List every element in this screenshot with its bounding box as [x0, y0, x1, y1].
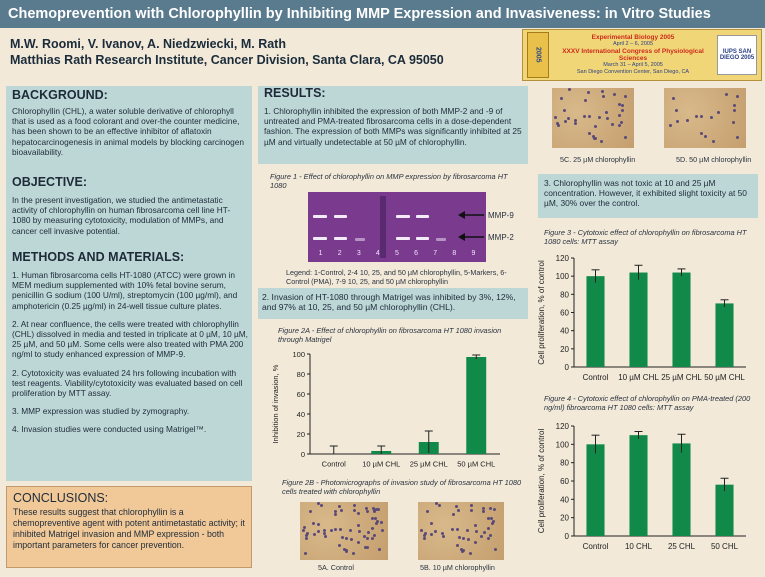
method-item: 2. At near confluence, the cells were treated with chlorophyllin (CHL) dissolved in media and tested in triplicate at 0 µM, 10 µM, 25 µM, and 50 µM. Some cells were also treated with PMA 200 ng/ml to study enhanced expression of MMP-9.	[12, 318, 248, 360]
iups-logo: IUPS SAN DIEGO 2005	[717, 35, 757, 75]
cell-dot	[364, 546, 367, 549]
photo-5d-label: 5D. 50 µM chlorophyllin	[676, 155, 752, 164]
cell-dot	[357, 541, 360, 544]
cell-dot	[618, 114, 621, 117]
cell-dot	[733, 104, 736, 107]
title-banner	[0, 0, 765, 28]
cell-dot	[357, 524, 360, 527]
cell-dot	[323, 529, 326, 532]
cell-dot	[695, 115, 698, 118]
cell-dot	[423, 537, 426, 540]
cell-dot	[338, 544, 341, 547]
cell-dot	[366, 537, 369, 540]
y-tick-label: 120	[555, 422, 569, 431]
cell-dot	[554, 116, 557, 119]
gel-band	[313, 215, 327, 218]
gel-band	[313, 237, 327, 240]
lane-label: 5	[395, 250, 399, 257]
bar	[672, 443, 690, 536]
y-axis-label: Inhibition of invasion, %	[271, 364, 280, 444]
methods-section	[12, 250, 248, 435]
gel-band	[334, 237, 347, 240]
y-tick-label: 60	[560, 308, 569, 318]
cell-dot	[700, 115, 703, 118]
cell-dot	[376, 520, 379, 523]
y-tick-label: 0	[564, 363, 569, 372]
cell-dot	[710, 116, 713, 119]
figure-3-caption: Figure 3 - Cytotoxic effect of chlorophyllin on fibrosarcoma HT 1080 cells: MTT assay	[544, 228, 747, 246]
cell-dot	[598, 116, 601, 119]
cell-dot	[339, 528, 342, 531]
result-2-text: 2. Invasion of HT-1080 through Matrigel was inhibited by 3%, 12%, and 97% at 10, 25, and 50 µM chlorophyllin (CHL).	[262, 292, 516, 313]
bar	[466, 357, 486, 454]
cell-dot	[380, 521, 383, 524]
figure-3-chart	[534, 252, 754, 387]
bar	[586, 444, 604, 536]
cell-dot	[430, 533, 433, 536]
background-section	[12, 88, 248, 157]
cell-dot	[452, 513, 455, 516]
cell-dot	[584, 99, 587, 102]
photo-5d	[664, 88, 746, 148]
cell-dot	[349, 529, 352, 532]
lane-label: 8	[452, 250, 457, 257]
cell-dot	[341, 536, 344, 539]
y-tick-label: 40	[560, 495, 569, 505]
method-item: 3. MMP expression was studied by zymography.	[12, 406, 190, 417]
cell-dot	[587, 91, 590, 94]
cell-dot	[334, 513, 337, 516]
cell-dot	[350, 538, 353, 541]
cell-dot	[602, 95, 605, 98]
y-tick-label: 80	[560, 290, 569, 300]
gel-band	[396, 237, 410, 240]
cell-dot	[493, 508, 496, 511]
background-title: BACKGROUND:	[12, 88, 108, 102]
photo-5b-label: 5B. 10 µM chlorophyllin	[420, 563, 495, 572]
cell-dot	[442, 535, 445, 538]
cell-dot	[371, 517, 374, 520]
y-tick-label: 100	[555, 272, 569, 282]
gel-band	[436, 238, 446, 241]
figure-2a-chart	[266, 344, 506, 474]
cell-dot	[474, 541, 477, 544]
cell-dot	[324, 535, 327, 538]
cell-dot	[725, 93, 728, 96]
conference-logo	[522, 29, 762, 81]
cell-dot	[675, 109, 678, 112]
x-tick-label: 25 µM CHL	[409, 459, 448, 469]
cell-dot	[568, 88, 571, 91]
photo-5b	[418, 502, 504, 560]
background-text: Chlorophyllin (CHL), a water soluble derivative of chlorophyll that is used as a food colorant and over-the counter medicine, has been shown to be an effective inhibitor of aflatoxin hepatocarcinogenesis in animal models by blocking carcinogen bioavailability.	[12, 106, 244, 157]
cell-dot	[304, 552, 307, 555]
institute: Matthias Rath Research Institute, Cancer Division, Santa Clara, CA 95050	[10, 53, 444, 67]
cell-dot	[624, 95, 627, 98]
y-tick-label: 100	[555, 440, 569, 450]
methods-title: METHODS AND MATERIALS:	[12, 250, 185, 264]
cell-dot	[424, 532, 427, 535]
x-tick-label: 50 CHL	[710, 542, 739, 551]
y-tick-label: 0	[300, 450, 305, 459]
y-axis-label: Cell proliferation, % of control	[537, 428, 546, 534]
y-tick-label: 40	[296, 410, 305, 419]
cell-dot	[330, 529, 333, 532]
cell-dot	[733, 109, 736, 112]
logo-line-1: Experimental Biology 2005	[591, 34, 675, 41]
cell-dot	[420, 529, 423, 532]
cell-dot	[371, 537, 374, 540]
cell-dot	[470, 504, 473, 507]
cell-dot	[456, 544, 459, 547]
cell-dot	[430, 522, 433, 525]
authors: M.W. Roomi, V. Ivanov, A. Niedzwiecki, M. Rath	[10, 37, 286, 51]
gel-band	[396, 215, 410, 218]
cell-dot	[317, 530, 320, 533]
y-tick-label: 60	[296, 390, 305, 399]
cell-dot	[676, 120, 679, 123]
results-section	[264, 86, 526, 147]
gel-band	[416, 215, 429, 218]
bar	[629, 273, 647, 367]
cell-dot	[353, 509, 356, 512]
cell-dot	[588, 115, 591, 118]
cell-dot	[352, 552, 355, 555]
cell-dot	[306, 532, 309, 535]
logo-year: 2005	[527, 32, 549, 78]
lane-label: 6	[414, 250, 419, 257]
objective-title: OBJECTIVE:	[12, 175, 88, 189]
conclusions-title: CONCLUSIONS:	[13, 491, 109, 505]
cell-dot	[700, 132, 703, 135]
figure-1-legend: Legend: 1-Control, 2-4 10, 25, and 50 µM chlorophyllin, 5-Markers, 6-Control (PMA), 7-9 10, 25, and 50 µM chlorophyllin	[286, 268, 507, 286]
y-tick-label: 60	[560, 477, 569, 486]
y-tick-label: 0	[564, 532, 569, 541]
x-tick-label: Control	[321, 459, 346, 469]
objective-text: In the present investigation, we studied the antimetastatic activity of chlorophyllin on human fibrosarcoma cell line HT-1080 by measuring cytotoxicity, modulation of MMPs, and cancer cell invasive potential.	[12, 195, 231, 236]
cell-dot	[302, 529, 305, 532]
x-tick-label: 25 µM CHL	[661, 373, 702, 382]
cell-dot	[621, 109, 624, 112]
cell-dot	[457, 509, 460, 512]
cell-dot	[564, 120, 567, 123]
conclusions-box	[6, 486, 252, 568]
photo-5a-label: 5A. Control	[318, 563, 354, 572]
cell-dot	[487, 517, 490, 520]
cell-dot	[378, 548, 381, 551]
photo-5c-label: 5C. 25 µM chlorophyllin	[560, 155, 636, 164]
cell-dot	[618, 124, 621, 127]
results-title: RESULTS:	[264, 86, 326, 100]
cell-dot	[672, 97, 675, 100]
cell-dot	[613, 93, 616, 96]
cell-dot	[438, 504, 441, 507]
poster-title: Chemoprevention with Chlorophyllin by Inhibiting MMP Expression and Invasiveness: in Vitro Studies	[8, 6, 711, 22]
cell-dot	[373, 509, 376, 512]
cell-dot	[317, 523, 320, 526]
y-axis-label: Cell proliferation, % of control	[537, 260, 546, 365]
bar	[715, 485, 733, 536]
cell-dot	[366, 510, 369, 513]
bar	[715, 303, 733, 367]
cell-dot	[588, 132, 591, 135]
cell-dot	[605, 111, 608, 114]
cell-dot	[560, 97, 563, 100]
cell-dot	[606, 117, 609, 120]
photo-5a	[300, 502, 388, 560]
cell-dot	[371, 527, 374, 530]
cell-dot	[455, 505, 458, 508]
cell-dot	[334, 510, 337, 513]
method-item: 2. Cytotoxicity was evaluated 24 hrs following incubation with test reagents. Viability/cytotoxicity was evaluated based on cell proliferation by MTT assay.	[12, 367, 243, 399]
lane-label: 9	[471, 250, 476, 257]
cell-dot	[618, 103, 621, 106]
y-tick-label: 120	[555, 254, 569, 263]
cell-dot	[489, 507, 492, 510]
cell-dot	[593, 137, 596, 140]
method-item: 1. Human fibrosarcoma cells HT-1080 (ATCC) were grown in MEM medium supplemented with 10% fetal bovine serum, penicillin G sodium (100 U/ml), streptomycin (100 µg/ml), and amphotericin (0.25 µg/ml) in 24-well tissue culture plates.	[12, 270, 238, 311]
objective-section	[12, 175, 248, 236]
cell-dot	[717, 111, 720, 114]
cell-dot	[451, 528, 454, 531]
cell-dot	[621, 104, 624, 107]
logo-line-4: March 31 – April 5, 2005	[603, 62, 663, 68]
cell-dot	[474, 524, 477, 527]
lane-label: 1	[318, 250, 323, 257]
y-tick-label: 100	[292, 350, 305, 359]
lane-label: 4	[375, 250, 380, 257]
cell-dot	[320, 504, 323, 507]
figure-2b-caption: Figure 2B - Photomicrographs of invasion study of fibrosarcoma HT 1080 cells treated with chlorophyllin	[282, 478, 522, 496]
cell-dot	[482, 510, 485, 513]
figure-2a-caption: Figure 2A - Effect of chlorophyllin on fibrosarcoma HT 1080 invasion through Matrigel	[278, 326, 502, 344]
cell-dot	[345, 537, 348, 540]
cell-dot	[556, 122, 559, 125]
cell-dot	[611, 123, 614, 126]
cell-dot	[353, 504, 356, 507]
logo-line-2: April 2 – 6, 2005	[612, 41, 654, 47]
cell-dot	[492, 520, 495, 523]
cell-dot	[345, 550, 348, 553]
cell-dot	[736, 136, 739, 139]
x-tick-label: 25 CHL	[667, 542, 696, 551]
cell-dot	[426, 510, 429, 513]
cell-dot	[483, 531, 486, 534]
cell-dot	[305, 537, 308, 540]
bar	[672, 273, 690, 367]
author-block	[10, 36, 444, 68]
cell-dot	[732, 121, 735, 124]
cell-dot	[309, 510, 312, 513]
conclusions-text: These results suggest that chlorophyllin is a chemopreventive agent with potent antimetastatic activity; it inhibited Matrigel invasion and MMP expression - both important parameters for cancer prevention.	[13, 507, 245, 550]
marker-lane	[380, 196, 386, 258]
cell-dot	[338, 505, 341, 508]
cell-dot	[367, 531, 370, 534]
lane-label: 2	[337, 250, 342, 257]
cell-dot	[434, 530, 437, 533]
cell-dot	[686, 119, 689, 122]
x-tick-label: 50 µM CHL	[457, 459, 496, 469]
photo-5c	[552, 88, 634, 148]
cell-dot	[458, 536, 461, 539]
cell-dot	[669, 124, 672, 127]
cell-dot	[456, 528, 459, 531]
method-item: 4. Invasion studies were conducted using Matrigel™.	[12, 424, 207, 435]
cell-dot	[567, 117, 570, 120]
cell-dot	[470, 509, 473, 512]
x-tick-label: 10 CHL	[624, 542, 653, 551]
cell-dot	[600, 140, 603, 143]
bar	[629, 435, 647, 536]
cell-dot	[574, 122, 577, 125]
cell-dot	[357, 512, 360, 515]
cell-dot	[712, 140, 715, 143]
cell-dot	[467, 538, 470, 541]
cell-dot	[624, 136, 627, 139]
figure-1-caption: Figure 1 - Effect of chlorophyllin on MMP expression by fibrosarcoma HT 1080	[270, 172, 508, 190]
cell-dot	[358, 530, 361, 533]
mmp9-label: MMP-9	[488, 211, 514, 220]
bar	[586, 276, 604, 367]
cell-dot	[461, 550, 464, 553]
cell-dot	[475, 530, 478, 533]
y-tick-label: 80	[296, 370, 305, 379]
gel-band	[355, 238, 365, 241]
cell-dot	[736, 95, 739, 98]
cell-dot	[594, 125, 597, 128]
cell-dot	[704, 135, 707, 138]
cell-dot	[487, 537, 490, 540]
cell-dot	[313, 533, 316, 536]
cell-dot	[494, 548, 497, 551]
figure-4-caption: Figure 4 - Cytotoxic effect of chlorophyllin on PMA-treated (200 ng/ml) fibroarcoma HT 1080 cells: MTT assay	[544, 394, 751, 412]
logo-line-5: San Diego Convention Center, San Diego, CA	[576, 69, 690, 75]
y-tick-label: 20	[560, 344, 569, 354]
cell-dot	[303, 526, 306, 529]
cell-dot	[583, 115, 586, 118]
cell-dot	[480, 535, 483, 538]
logo-text	[549, 34, 717, 76]
result-3-text: 3. Chlorophyllin was not toxic at 10 and 25 µM concentration. However, it exhibited slight toxicity at 50 µM, 30% over the control.	[544, 178, 747, 209]
cell-dot	[340, 509, 343, 512]
cell-dot	[462, 537, 465, 540]
cell-dot	[487, 527, 490, 530]
cell-dot	[466, 529, 469, 532]
cell-dot	[469, 552, 472, 555]
gel-band	[416, 237, 429, 240]
cell-dot	[563, 109, 566, 112]
cell-dot	[312, 522, 315, 525]
y-tick-label: 20	[296, 430, 305, 439]
logo-line-3: XXXV International Congress of Physiological Sciences	[562, 48, 704, 62]
mmp2-label: MMP-2	[488, 233, 514, 242]
result-1-text: 1. Chlorophyllin inhibited the expression of both MMP-2 and -9 of untreated and PMA-treated fibrosarcoma cells in a dose-dependent fashion. The expression of both MMPs was significantly inhibited at 25 µM and virtually undetectable at 50 µM of chlorophyllin.	[264, 106, 522, 147]
lane-label: 3	[356, 250, 361, 257]
y-tick-label: 40	[560, 326, 569, 336]
cell-dot	[381, 529, 384, 532]
gel-arrows	[456, 206, 486, 256]
x-tick-label: 10 µM CHL	[362, 459, 401, 469]
cell-dot	[601, 90, 604, 93]
y-tick-label: 20	[560, 513, 569, 523]
x-tick-label: 10 µM CHL	[618, 373, 659, 382]
lane-label: 7	[433, 250, 438, 257]
figure-4-chart	[534, 420, 754, 556]
gel-band	[334, 215, 347, 218]
x-tick-label: Control	[582, 373, 609, 382]
x-tick-label: 50 µM CHL	[704, 373, 745, 382]
x-tick-label: Control	[582, 542, 609, 551]
y-tick-label: 80	[560, 458, 569, 468]
cell-dot	[334, 528, 337, 531]
